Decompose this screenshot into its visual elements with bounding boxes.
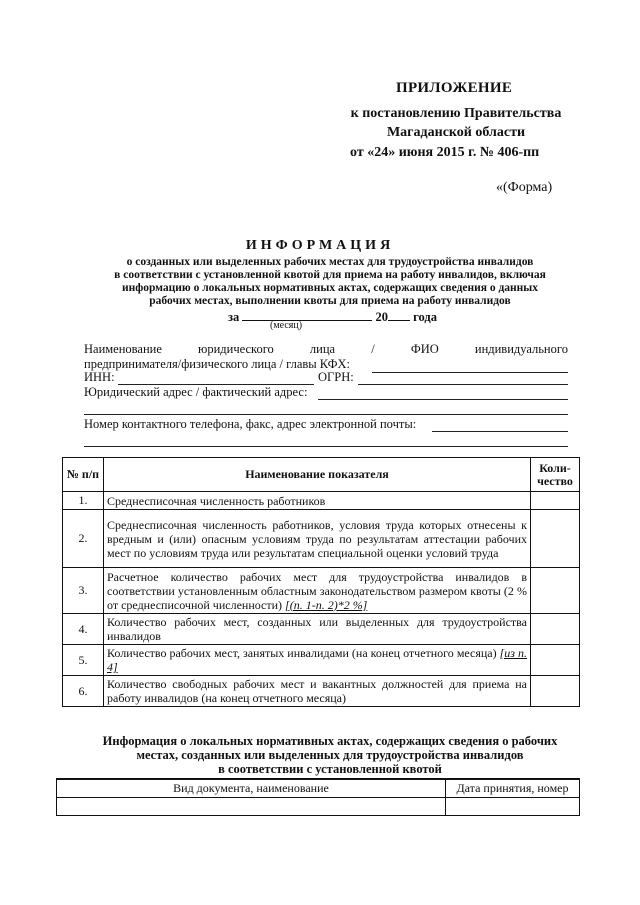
period-for: за bbox=[228, 310, 240, 324]
row-number: 3. bbox=[63, 568, 104, 614]
subtitle-line-2: в соответствии с установленной квотой для приема на работу инвалидов, включая bbox=[114, 269, 546, 281]
indicator-text: Среднесписочная численность работников bbox=[107, 493, 326, 508]
header-num: № п/п bbox=[63, 458, 104, 492]
local-acts-header-row bbox=[57, 779, 580, 798]
document-subtitle bbox=[80, 256, 580, 308]
address-label: Юридический адрес / фактический адрес: bbox=[84, 385, 308, 399]
table-row bbox=[63, 614, 580, 645]
org-name-word: / bbox=[371, 342, 375, 356]
local-acts-title-line-2: местах, созданных или выделенных для трудоустройства инвалидов bbox=[136, 748, 524, 762]
document-title: ИНФОРМАЦИЯ bbox=[245, 238, 395, 253]
table-row bbox=[63, 568, 580, 614]
address-input-line-2[interactable] bbox=[84, 414, 568, 415]
row-number: 4. bbox=[63, 614, 104, 645]
decree-line-2: Магаданской области bbox=[386, 125, 526, 140]
local-acts-title-line-1: Информация о локальных нормативных актах, содержащих сведения о рабочих bbox=[102, 734, 558, 748]
period-year-prefix: 20 bbox=[375, 310, 389, 324]
row-number: 5. bbox=[63, 645, 104, 676]
appendix-title: ПРИЛОЖЕНИЕ bbox=[396, 80, 513, 96]
org-name-word: Наименование bbox=[84, 342, 162, 356]
indicator-formula: [(п. 1-п. 2)*2 %] bbox=[285, 597, 368, 612]
local-acts-table bbox=[56, 778, 580, 816]
month-blank[interactable] bbox=[242, 308, 372, 321]
org-name-word: лица bbox=[309, 342, 336, 356]
row-quantity-cell[interactable] bbox=[531, 510, 580, 568]
indicator-text: Количество рабочих мест, созданных или выделенных для трудоустройства инвалидов bbox=[107, 615, 527, 643]
org-name-word: ФИО bbox=[410, 342, 439, 356]
decree-date: от «24» июня 2015 г. № 406-пп bbox=[350, 145, 540, 160]
contacts-input-line-2[interactable] bbox=[84, 446, 568, 447]
row-indicator bbox=[104, 492, 531, 510]
local-acts-title bbox=[80, 734, 580, 776]
indicator-text: Среднесписочная численность работников, условия труда которых отнесены к вредным и (или) опасным условиям труда по результатам аттестации рабочих мест по условиям труда или результатам специальной оценки условий труда bbox=[107, 517, 527, 560]
header-date: Дата принятия, номер bbox=[446, 779, 580, 798]
row-number: 2. bbox=[63, 510, 104, 568]
subtitle-line-1: о созданных или выделенных рабочих местах для трудоустройства инвалидов bbox=[126, 256, 534, 268]
local-acts-row bbox=[57, 798, 580, 816]
year-blank[interactable] bbox=[388, 308, 410, 321]
row-quantity-cell[interactable] bbox=[531, 614, 580, 645]
indicator-text: Количество рабочих мест, занятых инвалидами (на конец отчетного месяца) bbox=[107, 646, 500, 660]
month-hint: (месяц) bbox=[270, 320, 303, 331]
local-acts-title-line-3: в соответствии с установленной квотой bbox=[218, 762, 442, 776]
row-quantity-cell[interactable] bbox=[531, 645, 580, 676]
row-indicator bbox=[104, 645, 531, 676]
org-name-word: юридического bbox=[198, 342, 274, 356]
org-name-label-line1 bbox=[84, 342, 568, 357]
header-qty: Коли-чество bbox=[531, 458, 580, 492]
header-document: Вид документа, наименование bbox=[57, 779, 446, 798]
org-name-label-line2: предпринимателя/физического лица / главы КФХ: bbox=[84, 357, 350, 371]
subtitle-line-4: рабочих местах, выполнении квоты для приема на работу инвалидов bbox=[149, 295, 511, 307]
table-row bbox=[63, 645, 580, 676]
row-indicator bbox=[104, 568, 531, 614]
indicators-table bbox=[62, 457, 580, 707]
period-year-word: года bbox=[413, 310, 437, 324]
reporting-period bbox=[228, 308, 437, 325]
row-quantity-cell[interactable] bbox=[531, 492, 580, 510]
org-name-input-line[interactable] bbox=[372, 372, 568, 373]
contacts-input-line-1[interactable] bbox=[432, 431, 568, 432]
row-number: 1. bbox=[63, 492, 104, 510]
contacts-label: Номер контактного телефона, факс, адрес электронной почты: bbox=[84, 417, 417, 431]
ogrn-label: ОГРН: bbox=[318, 370, 354, 384]
document-cell[interactable] bbox=[57, 798, 446, 816]
row-number: 6. bbox=[63, 676, 104, 707]
header-name: Наименование показателя bbox=[104, 458, 531, 492]
address-input-line-1[interactable] bbox=[318, 399, 568, 400]
decree-reference bbox=[340, 104, 572, 142]
table-row bbox=[63, 510, 580, 568]
form-label: «(Форма) bbox=[496, 180, 553, 195]
indicator-formula: [из п. 4] bbox=[107, 646, 527, 674]
decree-line-1: к постановлению Правительства bbox=[350, 106, 562, 121]
indicator-text: Количество свободных рабочих мест и вакантных должностей для приема на работу инвалидов (на конец отчетного месяца) bbox=[107, 677, 527, 705]
table-row bbox=[63, 676, 580, 707]
table-header-row bbox=[63, 458, 580, 492]
date-cell[interactable] bbox=[446, 798, 580, 816]
row-quantity-cell[interactable] bbox=[531, 676, 580, 707]
ogrn-input-line[interactable] bbox=[358, 384, 568, 385]
org-name-word: индивидуального bbox=[474, 342, 568, 356]
indicator-text: Расчетное количество рабочих мест для трудоустройства инвалидов в соответствии установленным областным законодательством размером квоты (2 % от среднесписочной численности) bbox=[107, 569, 527, 612]
row-indicator bbox=[104, 510, 531, 568]
row-quantity-cell[interactable] bbox=[531, 568, 580, 614]
subtitle-line-3: информацию о локальных нормативных актах, содержащих сведения о данных bbox=[121, 282, 539, 294]
row-indicator bbox=[104, 614, 531, 645]
row-indicator bbox=[104, 676, 531, 707]
table-row bbox=[63, 492, 580, 510]
inn-label: ИНН: bbox=[84, 370, 115, 384]
